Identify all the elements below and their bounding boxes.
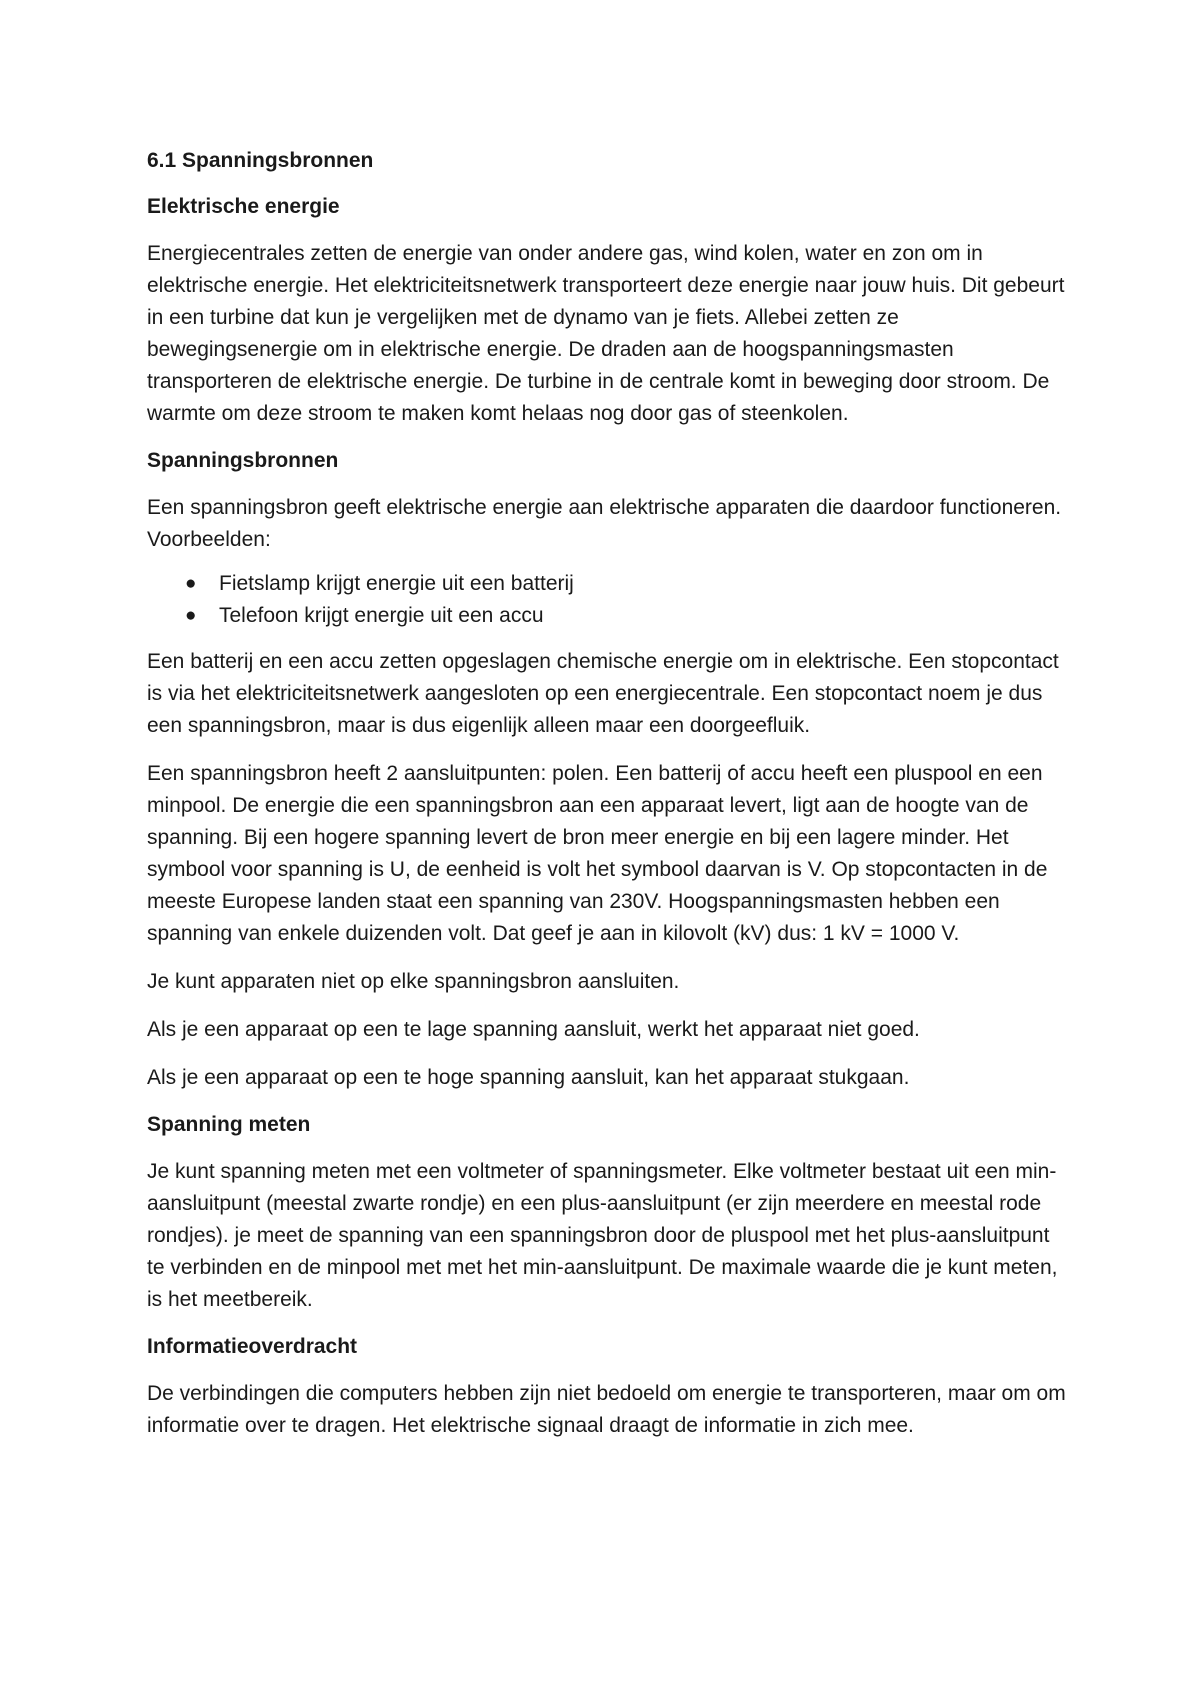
paragraph-lage-spanning: Als je een apparaat op een te lage spanning aansluit, werkt het apparaat niet goed. xyxy=(147,1018,920,1041)
list-item-text: Fietslamp krijgt energie uit een batterij xyxy=(219,572,574,595)
heading-spanningsbronnen: Spanningsbronnen xyxy=(147,449,339,472)
bullet-icon: ● xyxy=(185,573,197,594)
examples-list xyxy=(147,568,1067,632)
heading-elektrische-energie: Elektrische energie xyxy=(147,195,340,218)
list-item xyxy=(185,568,1067,600)
paragraph-aansluitpunten: Een spanningsbron heeft 2 aansluitpunten: polen. Een batterij of accu heeft een pluspool en een minpool. De energie die een spanningsbron aan een apparaat levert, ligt aan de hoogte van de spanning. Bij een hogere spanning levert de bron meer energie en bij een lagere minder. Het symbool voor spanning is U, de eenheid is volt het symbool daarvan is V. Op stopcontacten in de meeste Europese landen staat een spanning van 230V. Hoogspanningsmasten hebben een spanning van enkele duizenden volt. Dat geef je aan in kilovolt (kV) dus: 1 kV = 1000 V. xyxy=(147,762,1048,945)
paragraph-spanning-meten: Je kunt spanning meten met een voltmeter of spanningsmeter. Elke voltmeter bestaat uit een min-aansluitpunt (meestal zwarte rondje) en een plus-aansluitpunt (er zijn meerdere en meestal rode rondjes). je meet de spanning van een spanningsbron door de pluspool met het plus-aansluitpunt te verbinden en de minpool met met het min-aansluitpunt. De maximale waarde die je kunt meten, is het meetbereik. xyxy=(147,1160,1058,1311)
heading-spanning-meten: Spanning meten xyxy=(147,1113,311,1136)
paragraph-hoge-spanning: Als je een apparaat op een te hoge spanning aansluit, kan het apparaat stukgaan. xyxy=(147,1066,910,1089)
document-title: 6.1 Spanningsbronnen xyxy=(147,149,374,172)
paragraph-informatieoverdracht: De verbindingen die computers hebben zijn niet bedoeld om energie te transporteren, maar om om informatie over te dragen. Het elektrische signaal draagt de informatie in zich mee. xyxy=(147,1382,1066,1437)
paragraph-aansluiten: Je kunt apparaten niet op elke spanningsbron aansluiten. xyxy=(147,970,680,993)
paragraph-spanningsbronnen-intro: Een spanningsbron geeft elektrische energie aan elektrische apparaten die daardoor functioneren. Voorbeelden: xyxy=(147,496,1062,551)
paragraph-elektrische-energie: Energiecentrales zetten de energie van onder andere gas, wind kolen, water en zon om in elektrische energie. Het elektriciteitsnetwerk transporteert deze energie naar jouw huis. Dit gebeurt in een turbine dat kun je vergelijken met de dynamo van je fiets. Allebei zetten ze bewegingsenergie om in elektrische energie. De draden aan de hoogspanningsmasten transporteren de elektrische energie. De turbine in de centrale komt in beweging door stroom. De warmte om deze stroom te maken komt helaas nog door gas of steenkolen. xyxy=(147,242,1065,425)
document-page xyxy=(147,146,1067,1458)
heading-informatieoverdracht: Informatieoverdracht xyxy=(147,1335,358,1358)
list-item xyxy=(185,600,1067,632)
list-item-text: Telefoon krijgt energie uit een accu xyxy=(219,604,544,627)
paragraph-batterij-accu: Een batterij en een accu zetten opgeslagen chemische energie om in elektrische. Een stopcontact is via het elektriciteitsnetwerk aangesloten op een energiecentrale. Een stopcontact noem je dus een spanningsbron, maar is dus eigenlijk alleen maar een doorgeefluik. xyxy=(147,650,1059,737)
bullet-icon: ● xyxy=(185,605,197,626)
